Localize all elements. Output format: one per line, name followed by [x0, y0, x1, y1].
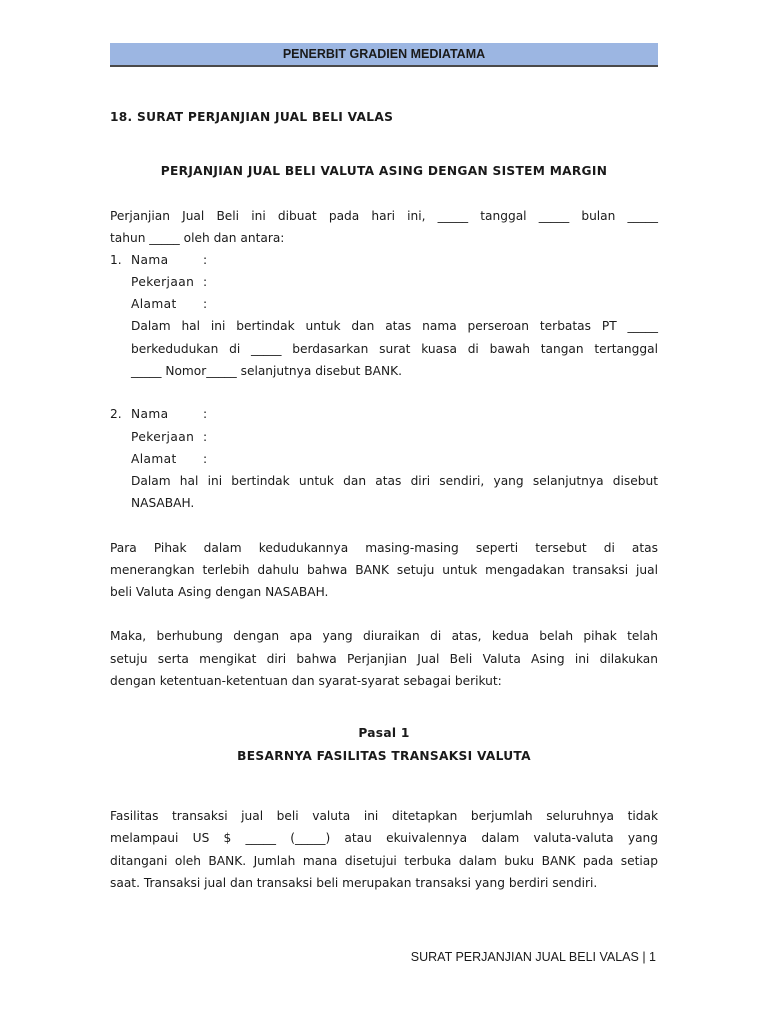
intro-line-2: tahun _____ oleh dan antara:	[110, 231, 285, 245]
party1-alamat-colon: :	[203, 297, 208, 311]
party1-alamat-label: Alamat	[131, 297, 177, 311]
party1-nama-label: Nama	[131, 253, 169, 267]
para2-line-1: Maka, berhubung dengan apa yang diuraikan di atas, kedua belah pihak telah	[110, 629, 658, 643]
pasal1-line-1: Fasilitas transaksi jual beli valuta ini ditetapkan berjumlah seluruhnya tidak	[110, 809, 658, 823]
pasal1-line-3: ditangani oleh BANK. Jumlah mana disetujui terbuka dalam buku BANK pada setiap	[110, 854, 658, 868]
pasal1-title: Pasal 1	[358, 726, 410, 740]
para2-line-3: dengan ketentuan-ketentuan dan syarat-syarat sebagai berikut:	[110, 674, 502, 688]
party1-desc-line-3: _____ Nomor_____ selanjutnya disebut BANK.	[131, 364, 402, 378]
party2-desc-line-1: Dalam hal ini bertindak untuk dan atas diri sendiri, yang selanjutnya disebut	[131, 474, 658, 488]
party1-nama-colon: :	[203, 253, 208, 267]
party1-number: 1.	[110, 253, 122, 267]
publisher-header: PENERBIT GRADIEN MEDIATAMA	[110, 43, 658, 67]
document-title: PERJANJIAN JUAL BELI VALUTA ASING DENGAN SISTEM MARGIN	[160, 164, 608, 178]
party1-pekerjaan-label: Pekerjaan	[131, 275, 195, 289]
party2-nama-label: Nama	[131, 407, 169, 421]
page-footer: SURAT PERJANJIAN JUAL BELI VALAS | 1	[410, 950, 656, 964]
party2-pekerjaan-label: Pekerjaan	[131, 430, 195, 444]
party2-number: 2.	[110, 407, 122, 421]
party1-pekerjaan-colon: :	[203, 275, 208, 289]
party2-alamat-label: Alamat	[131, 452, 177, 466]
intro-line-1: Perjanjian Jual Beli ini dibuat pada hari ini, _____ tanggal _____ bulan _____	[110, 209, 658, 223]
section-heading: 18. SURAT PERJANJIAN JUAL BELI VALAS	[110, 110, 394, 124]
para2-line-2: setuju serta mengikat diri bahwa Perjanjian Jual Beli Valuta Asing ini dilakukan	[110, 652, 658, 666]
party2-pekerjaan-colon: :	[203, 430, 208, 444]
para1-line-3: beli Valuta Asing dengan NASABAH.	[110, 585, 329, 599]
party1-desc-line-2: berkedudukan di _____ berdasarkan surat kuasa di bawah tangan tertanggal	[131, 342, 658, 356]
party2-alamat-colon: :	[203, 452, 208, 466]
pasal1-subtitle: BESARNYA FASILITAS TRANSAKSI VALUTA	[237, 749, 531, 763]
party2-desc-line-2: NASABAH.	[131, 496, 195, 510]
party1-desc-line-1: Dalam hal ini bertindak untuk dan atas nama perseroan terbatas PT _____	[131, 319, 658, 333]
para1-line-1: Para Pihak dalam kedudukannya masing-masing seperti tersebut di atas	[110, 541, 658, 555]
para1-line-2: menerangkan terlebih dahulu bahwa BANK setuju untuk mengadakan transaksi jual	[110, 563, 658, 577]
pasal1-line-2: melampaui US $ _____ (_____) atau ekuivalennya dalam valuta-valuta yang	[110, 831, 658, 845]
party2-nama-colon: :	[203, 407, 208, 421]
pasal1-line-4: saat. Transaksi jual dan transaksi beli merupakan transaksi yang berdiri sendiri.	[110, 876, 598, 890]
